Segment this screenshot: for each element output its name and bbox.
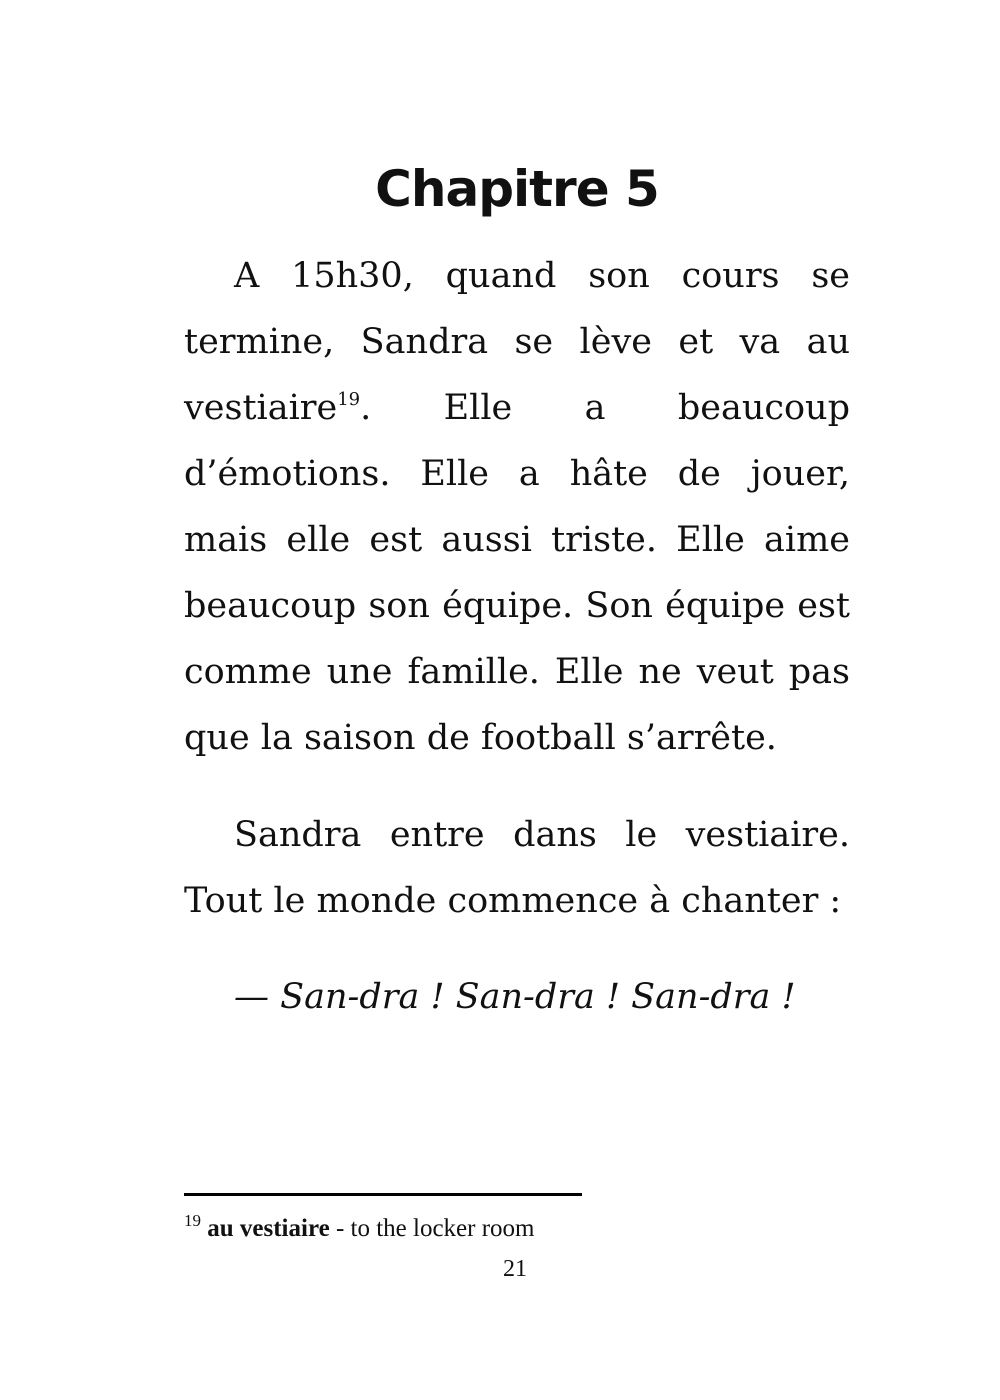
chapter-title: Chapitre 5 (375, 160, 659, 218)
paragraph-1 (184, 243, 850, 771)
footnote (184, 1211, 824, 1244)
footnote-reference: 19 (337, 389, 361, 410)
paragraph-2: Sandra entre dans le vestiaire. Tout le monde commence à chanter : (184, 815, 850, 921)
dialogue-line: — San-dra ! San-dra ! San-dra ! (234, 977, 796, 1017)
paragraph-1-text-start: A 15h30, quand son cours se termine, Sandra se lève et va au vestiaire (184, 256, 850, 428)
paragraph-1-text-end: . Elle a beaucoup d’émotions. Elle a hâte de jouer, mais elle est aussi triste. Elle aime beaucoup son équipe. Son équipe est comme une famille. Elle ne veut pas que la saison de football s’arrête. (184, 388, 850, 758)
footnote-definition: - to the locker room (329, 1215, 535, 1242)
footnote-number: 19 (184, 1211, 201, 1230)
page-number: 21 (503, 1256, 527, 1282)
footnote-term: au vestiaire (207, 1215, 330, 1242)
footnote-divider (184, 1193, 582, 1196)
